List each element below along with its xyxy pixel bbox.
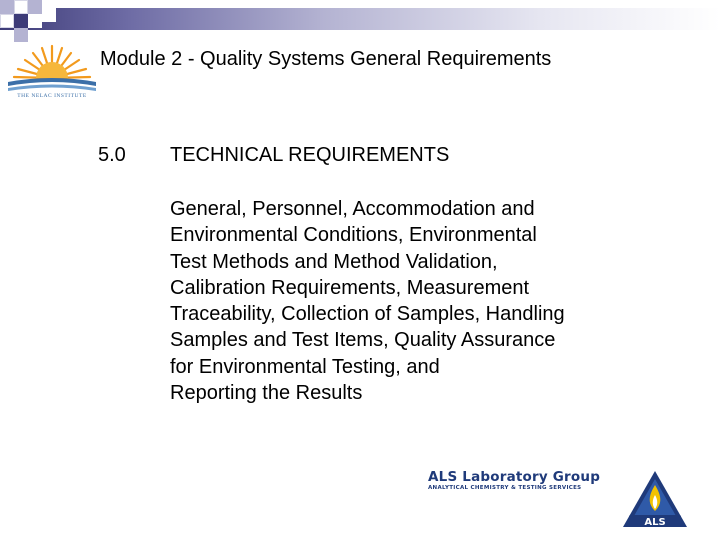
- decor-square: [14, 0, 28, 14]
- page-title: Module 2 - Quality Systems General Requirements: [100, 48, 552, 70]
- als-triangle-flame-icon: [425, 465, 715, 535]
- als-logo-name: ALS Laboratory Group: [428, 469, 601, 485]
- decor-square: [0, 0, 14, 14]
- decor-square: [42, 8, 56, 22]
- decor-square: [14, 14, 28, 28]
- body-line: General, Personnel, Accommodation and: [170, 198, 535, 220]
- body-line: Samples and Test Items, Quality Assurance: [170, 329, 556, 352]
- decor-square: [28, 0, 42, 14]
- als-logo-subtitle: ANALYTICAL CHEMISTRY & TESTING SERVICES: [428, 485, 582, 491]
- body-line: for Environmental Testing, and: [170, 355, 440, 378]
- section-body: [170, 196, 620, 406]
- body-line: Calibration Requirements, Measurement: [170, 276, 530, 299]
- decor-square: [28, 14, 42, 28]
- body-line: Traceability, Collection of Samples, Handling: [170, 303, 565, 326]
- nelac-logo-text: THE NELAC INSTITUTE: [17, 93, 87, 99]
- decor-square: [0, 14, 14, 28]
- section-title: TECHNICAL REQUIREMENTS: [170, 144, 450, 166]
- section-number: 5.0: [98, 144, 126, 166]
- als-mark-text: ALS: [644, 517, 666, 528]
- body-line: Environmental Conditions, Environmental: [170, 224, 537, 247]
- header-gradient-bar: [0, 8, 720, 30]
- body-line: Test Methods and Method Validation,: [170, 250, 498, 273]
- body-line: Reporting the Results: [170, 382, 363, 405]
